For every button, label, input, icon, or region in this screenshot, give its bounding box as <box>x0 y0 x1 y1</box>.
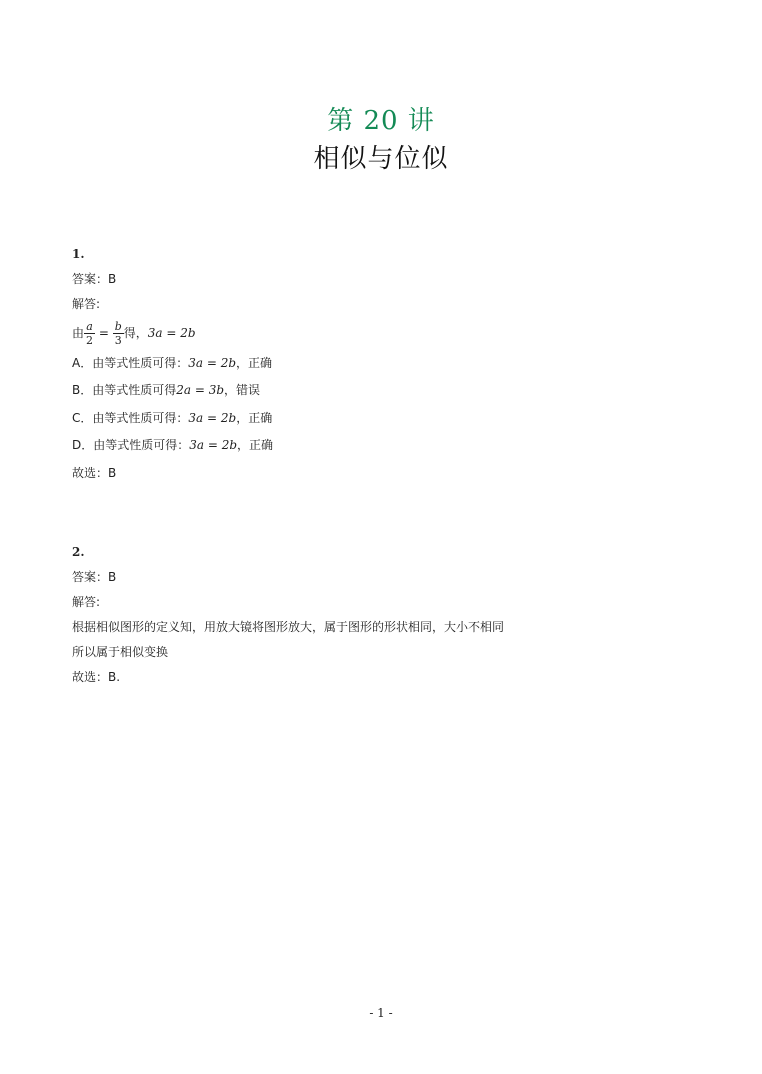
option-a <box>72 355 272 371</box>
option-c <box>72 410 272 426</box>
fraction-a-denominator: 2 <box>86 333 94 347</box>
equals-sign: = <box>95 326 113 340</box>
option-b-verdict: ，错误 <box>224 383 261 397</box>
option-d-verdict: ，正确 <box>237 438 274 452</box>
question-2-line-1: 根据相似图形的定义知，用放大镜将图形放大，属于图形的形状相同，大小不相同 <box>72 620 505 634</box>
option-b-math: 2a = 3b <box>176 383 225 397</box>
option-c-math: 3a = 2b <box>188 411 237 425</box>
option-d <box>72 437 273 453</box>
option-a-text: A．由等式性质可得： <box>72 356 189 370</box>
question-2-number: 2. <box>72 545 85 559</box>
fraction-a-numerator: a <box>84 320 95 334</box>
fraction-b-over-3 <box>113 320 124 347</box>
question-1-solution-label: 解答: <box>72 297 101 311</box>
option-b <box>72 382 260 398</box>
fraction-b-denominator: 3 <box>114 333 122 347</box>
page-number: - 1 - <box>369 1006 393 1020</box>
fraction-a-over-2 <box>84 320 95 347</box>
option-a-math: 3a = 2b <box>188 356 237 370</box>
lesson-number: 第 20 讲 <box>327 106 435 136</box>
option-d-math: 3a = 2b <box>189 438 238 452</box>
page-title: 相似与位似 <box>313 144 449 174</box>
option-c-text: C．由等式性质可得： <box>72 411 189 425</box>
option-a-verdict: ，正确 <box>236 356 273 370</box>
option-c-verdict: ，正确 <box>236 411 273 425</box>
question-2-line-2: 所以属于相似变换 <box>72 645 169 659</box>
question-2-solution-label: 解答: <box>72 595 101 609</box>
question-1-given <box>72 318 196 348</box>
fraction-b-numerator: b <box>114 319 122 333</box>
given-middle: 得， <box>123 326 148 340</box>
question-1-answer: 答案：B <box>72 272 117 286</box>
option-d-text: D．由等式性质可得： <box>72 438 190 452</box>
given-prefix: 由 <box>72 326 85 340</box>
question-2-answer: 答案：B <box>72 570 117 584</box>
given-result: 3a = 2b <box>147 326 196 340</box>
question-2-conclusion: 故选：B. <box>72 670 121 684</box>
option-b-text: B．由等式性质可得 <box>72 383 177 397</box>
question-1-number: 1. <box>72 247 85 261</box>
question-1-conclusion: 故选：B <box>72 466 117 480</box>
